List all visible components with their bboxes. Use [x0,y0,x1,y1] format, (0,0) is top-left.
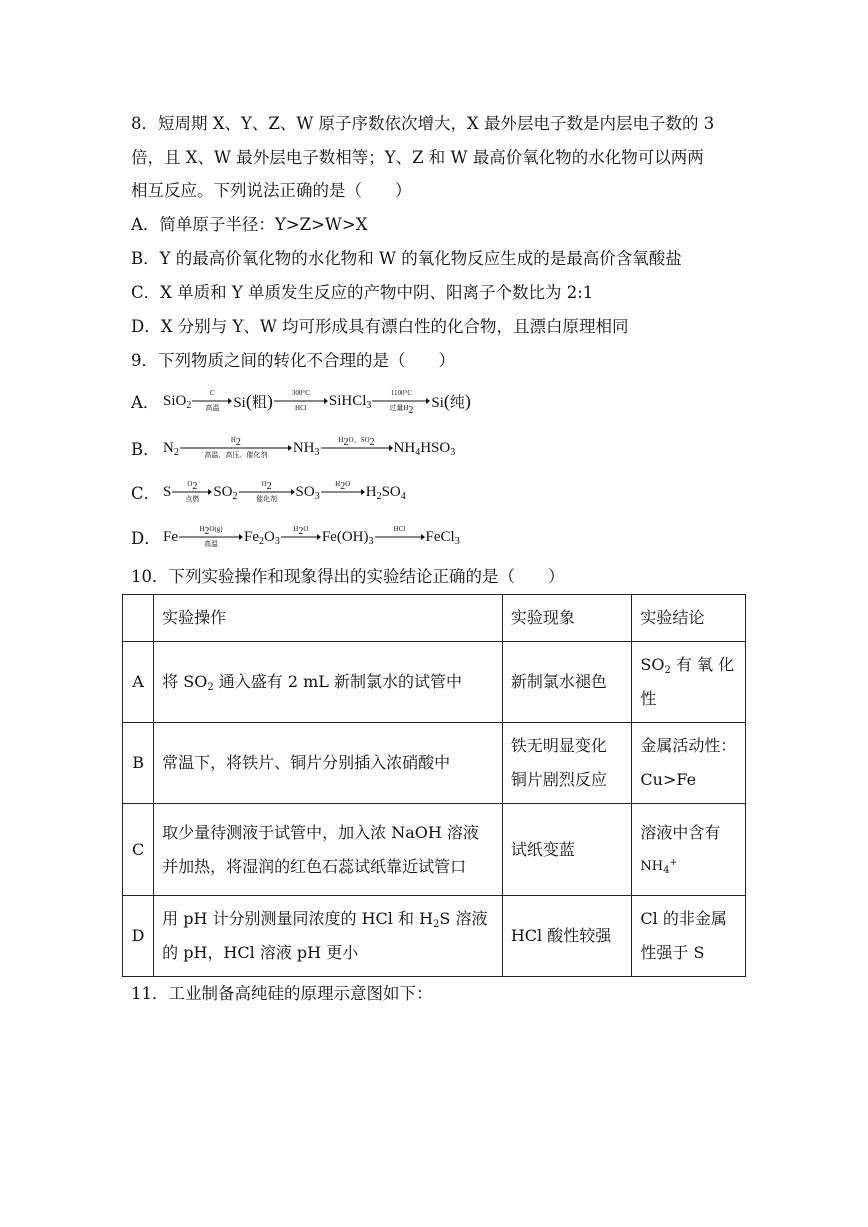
reaction-arrow: 1100°C 过量$H_2$ [372,389,430,413]
table-cell-conclusion: $SO_2$ 有 氧 化 性 [632,642,746,723]
q8-option-b: B．Y 的最高价氧化物的水化物和 W 的氧化物反应生成的是最高价含氧酸盐 [131,249,682,268]
species-fe2o3: $Fe_2O_3$ [244,528,280,547]
species-so3: $SO_3$ [295,483,320,502]
option-label: D． [131,529,161,548]
table-cell-operation: 取少量待测液于试管中，加入浓 NaOH 溶液 并加热，将湿润的红色石蕊试纸靠近试管口 [154,804,503,896]
row-label: B [123,723,154,804]
table-header: 实验操作 [154,595,503,642]
table-cell-phenomenon: HCl 酸性较强 [502,896,632,977]
reaction-arrow: $O_2$ 催化剂 [239,480,295,504]
reaction-arrow: $H_2O$ [281,525,321,549]
table-row [123,896,746,977]
species-sio2: SiO$_2$ [163,392,192,411]
q8-option-c: C．X 单质和 Y 单质发生反应的产物中阴、阳离子个数比为 2:1 [131,283,594,302]
reaction-arrow: 300°C HCl [274,389,328,413]
reaction-arrow: HCl [375,525,425,549]
reaction-arrow: C 高温 [192,389,232,413]
experiment-table [122,594,746,977]
q11-stem: 11．工业制备高纯硅的原理示意图如下： [131,984,433,1003]
species-s: S [163,483,172,500]
species-h2so4: $H_2SO_4$ [365,483,406,502]
species-si-crude: Si(粗) [233,390,273,411]
q8-stem-line1: 8．短周期 X、Y、Z、W 原子序数依次增大，X 最外层电子数是内层电子数的 3 [131,114,715,133]
row-label: C [123,804,154,896]
table-cell [123,595,154,642]
table-header: 实验现象 [502,595,632,642]
table-header-row [123,595,746,642]
table-cell-operation: 将 $SO_2$ 通入盛有 2 mL 新制氯水的试管中 [154,642,503,723]
species-si-pure: Si(纯) [431,390,471,411]
species-so2: $SO_2$ [213,483,238,502]
table-cell-operation: 用 pH 计分别测量同浓度的 HCl 和 $H_2S$ 溶液 的 pH，HCl 溶液 pH 更小 [154,896,503,977]
row-label: D [123,896,154,977]
reaction-arrow: $H_2O$、$SO_2$ [321,436,393,460]
table-cell-conclusion: 溶液中含有 $NH_4^+$ [632,804,746,896]
species-fecl3: FeCl$_3$ [425,528,460,547]
table-cell-phenomenon: 试纸变蓝 [502,804,632,896]
reaction-arrow: $H_2$ 高温、高压、催化剂 [180,436,292,460]
q8-option-d: D．X 分别与 Y、W 均可形成具有漂白性的化合物，且漂白原理相同 [131,317,629,336]
species-sihcl3: SiHCl$_3$ [328,392,372,411]
q9-option-d [131,517,460,557]
table-cell-phenomenon: 铁无明显变化 铜片剧烈反应 [502,723,632,804]
table-cell-phenomenon: 新制氯水褪色 [502,642,632,723]
species-nh3: $NH_3$ [292,439,320,458]
option-label: B． [131,440,160,459]
reaction-arrow: $H_2O(g)$ 高温 [179,525,243,549]
q8-option-a: A．简单原子半径：Y>Z>W>X [131,215,368,234]
reaction-arrow: $O_2$ 点燃 [172,480,212,504]
species-nh4hso3: $NH_4HSO_3$ [393,439,456,458]
species-n2: $N_2$ [163,439,179,458]
q9-option-b [131,428,455,468]
q9-stem: 9．下列物质之间的转化不合理的是（ ） [131,351,455,370]
row-label: A [123,642,154,723]
option-label: A． [131,393,160,412]
table-header: 实验结论 [632,595,746,642]
species-fe: Fe [163,528,178,545]
species-feoh3: $Fe(OH)_3$ [321,528,374,547]
option-label: C． [131,484,161,503]
table-row [123,804,746,896]
table-cell-operation: 常温下，将铁片、铜片分别插入浓硝酸中 [154,723,503,804]
q8-stem-line3: 相互反应。下列说法正确的是（ ） [131,181,412,200]
table-cell-conclusion: Cl 的非金属 性强于 S [632,896,746,977]
table-row [123,723,746,804]
q9-option-c [131,472,406,512]
table-cell-conclusion: 金属活动性： Cu>Fe [632,723,746,804]
table-row [123,642,746,723]
q10-stem: 10．下列实验操作和现象得出的实验结论正确的是（ ） [131,567,565,586]
q8-stem-line2: 倍，且 X、W 最外层电子数相等；Y、Z 和 W 最高价氧化物的水化物可以两两 [131,148,704,167]
reaction-arrow: $H_2O$ [321,480,365,504]
q9-option-a [131,381,471,421]
